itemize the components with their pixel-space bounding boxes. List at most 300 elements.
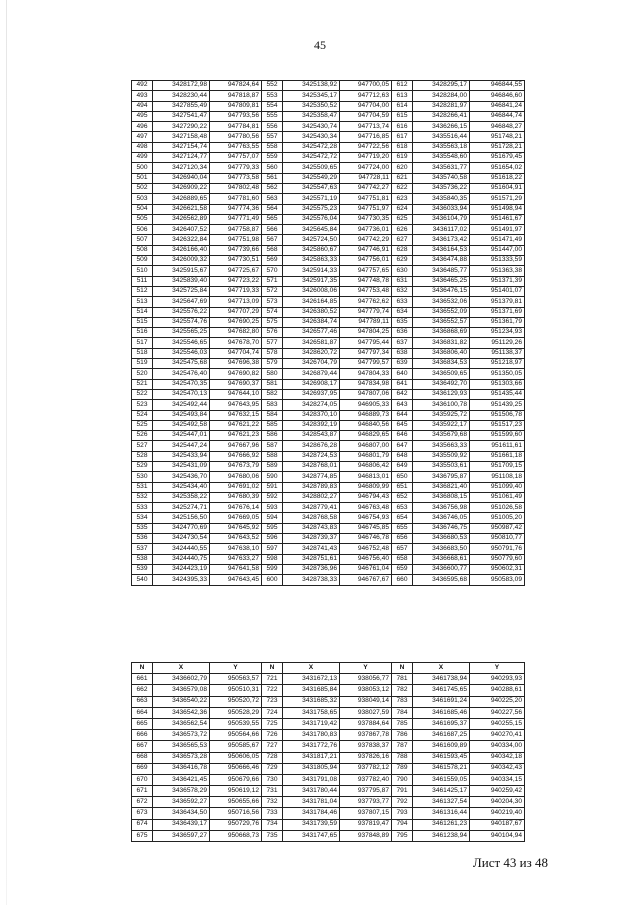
point-number-cell: 792 bbox=[392, 797, 413, 808]
table-row bbox=[132, 685, 525, 696]
y-coordinate-cell: 950729,76 bbox=[210, 819, 262, 830]
x-coordinate-cell: 3436532,06 bbox=[413, 297, 470, 307]
x-coordinate-cell: 3427541,47 bbox=[153, 111, 210, 121]
table-row bbox=[132, 328, 525, 338]
column-header: N bbox=[132, 663, 153, 674]
x-coordinate-cell: 3431739,59 bbox=[283, 819, 340, 830]
point-number-cell: 728 bbox=[262, 752, 283, 763]
point-number-cell: 505 bbox=[132, 214, 153, 224]
x-coordinate-cell: 3428751,61 bbox=[283, 554, 340, 564]
table-row bbox=[132, 774, 525, 785]
table-row bbox=[132, 348, 525, 358]
table-row bbox=[132, 379, 525, 389]
y-coordinate-cell: 947748,78 bbox=[340, 276, 392, 286]
column-header: Y bbox=[210, 663, 262, 674]
point-number-cell: 538 bbox=[132, 554, 153, 564]
x-coordinate-cell: 3436592,27 bbox=[153, 797, 210, 808]
point-number-cell: 626 bbox=[392, 225, 413, 235]
point-number-cell: 624 bbox=[392, 204, 413, 214]
y-coordinate-cell: 950619,12 bbox=[210, 786, 262, 797]
y-coordinate-cell: 937819,47 bbox=[340, 819, 392, 830]
y-coordinate-cell: 951363,38 bbox=[470, 266, 525, 276]
y-coordinate-cell: 947713,09 bbox=[210, 297, 262, 307]
point-number-cell: 653 bbox=[392, 503, 413, 513]
point-number-cell: 500 bbox=[132, 163, 153, 173]
point-number-cell: 627 bbox=[392, 235, 413, 245]
table-row bbox=[132, 183, 525, 193]
point-number-cell: 503 bbox=[132, 194, 153, 204]
y-coordinate-cell: 947757,65 bbox=[340, 266, 392, 276]
y-coordinate-cell: 947793,56 bbox=[210, 111, 262, 121]
point-number-cell: 579 bbox=[262, 359, 283, 369]
x-coordinate-cell: 3425576,22 bbox=[153, 307, 210, 317]
table-row bbox=[132, 718, 525, 729]
y-coordinate-cell: 947723,22 bbox=[210, 276, 262, 286]
point-number-cell: 525 bbox=[132, 420, 153, 430]
y-coordinate-cell: 947756,01 bbox=[340, 256, 392, 266]
y-coordinate-cell: 947784,81 bbox=[210, 122, 262, 132]
x-coordinate-cell: 3428768,58 bbox=[283, 513, 340, 523]
x-coordinate-cell: 3426407,52 bbox=[153, 225, 210, 235]
y-coordinate-cell: 947690,37 bbox=[210, 379, 262, 389]
x-coordinate-cell: 3461738,94 bbox=[413, 674, 470, 685]
x-coordinate-cell: 3428774,85 bbox=[283, 472, 340, 482]
table-row bbox=[132, 797, 525, 808]
point-number-cell: 532 bbox=[132, 492, 153, 502]
y-coordinate-cell: 947680,39 bbox=[210, 492, 262, 502]
x-coordinate-cell: 3431817,21 bbox=[283, 752, 340, 763]
y-coordinate-cell: 947643,52 bbox=[210, 534, 262, 544]
table-row bbox=[132, 752, 525, 763]
point-number-cell: 724 bbox=[262, 707, 283, 718]
y-coordinate-cell: 946767,67 bbox=[340, 575, 392, 585]
table-row bbox=[132, 461, 525, 471]
y-coordinate-cell: 947704,59 bbox=[340, 111, 392, 121]
table-row bbox=[132, 441, 525, 451]
x-coordinate-cell: 3436476,15 bbox=[413, 286, 470, 296]
y-coordinate-cell: 950606,05 bbox=[210, 752, 262, 763]
y-coordinate-cell: 951108,18 bbox=[470, 472, 525, 482]
point-number-cell: 612 bbox=[392, 81, 413, 91]
point-number-cell: 645 bbox=[392, 420, 413, 430]
point-number-cell: 613 bbox=[392, 91, 413, 101]
y-coordinate-cell: 947807,06 bbox=[340, 389, 392, 399]
x-coordinate-cell: 3425350,52 bbox=[283, 101, 340, 111]
point-number-cell: 522 bbox=[132, 389, 153, 399]
x-coordinate-cell: 3428370,10 bbox=[283, 410, 340, 420]
x-coordinate-cell: 3425839,40 bbox=[153, 276, 210, 286]
table-row bbox=[132, 276, 525, 286]
point-number-cell: 501 bbox=[132, 173, 153, 183]
x-coordinate-cell: 3428724,53 bbox=[283, 451, 340, 461]
x-coordinate-cell: 3461745,65 bbox=[413, 685, 470, 696]
x-coordinate-cell: 3425509,65 bbox=[283, 163, 340, 173]
point-number-cell: 594 bbox=[262, 513, 283, 523]
y-coordinate-cell: 947751,81 bbox=[340, 194, 392, 204]
y-coordinate-cell: 940187,67 bbox=[470, 819, 525, 830]
table-row bbox=[132, 819, 525, 830]
x-coordinate-cell: 3425917,35 bbox=[283, 276, 340, 286]
x-coordinate-cell: 3428743,83 bbox=[283, 523, 340, 533]
point-number-cell: 652 bbox=[392, 492, 413, 502]
x-coordinate-cell: 3436104,79 bbox=[413, 214, 470, 224]
point-number-cell: 509 bbox=[132, 256, 153, 266]
y-coordinate-cell: 950602,31 bbox=[470, 564, 525, 574]
table-row bbox=[132, 111, 525, 121]
y-coordinate-cell: 951661,18 bbox=[470, 451, 525, 461]
point-number-cell: 732 bbox=[262, 797, 283, 808]
y-coordinate-cell: 940204,30 bbox=[470, 797, 525, 808]
y-coordinate-cell: 951379,81 bbox=[470, 297, 525, 307]
point-number-cell: 565 bbox=[262, 214, 283, 224]
y-coordinate-cell: 947712,63 bbox=[340, 91, 392, 101]
point-number-cell: 562 bbox=[262, 183, 283, 193]
y-coordinate-cell: 940342,18 bbox=[470, 752, 525, 763]
point-number-cell: 587 bbox=[262, 441, 283, 451]
x-coordinate-cell: 3436173,42 bbox=[413, 235, 470, 245]
x-coordinate-cell: 3461687,25 bbox=[413, 730, 470, 741]
point-number-cell: 554 bbox=[262, 101, 283, 111]
y-coordinate-cell: 940342,43 bbox=[470, 763, 525, 774]
x-coordinate-cell: 3435509,92 bbox=[413, 451, 470, 461]
point-number-cell: 569 bbox=[262, 256, 283, 266]
x-coordinate-cell: 3428779,41 bbox=[283, 503, 340, 513]
column-header: N bbox=[262, 663, 283, 674]
x-coordinate-cell: 3431758,65 bbox=[283, 707, 340, 718]
x-coordinate-cell: 3435736,22 bbox=[413, 183, 470, 193]
point-number-cell: 733 bbox=[262, 808, 283, 819]
point-number-cell: 658 bbox=[392, 554, 413, 564]
table-row bbox=[132, 730, 525, 741]
y-coordinate-cell: 951401,07 bbox=[470, 286, 525, 296]
point-number-cell: 557 bbox=[262, 132, 283, 142]
x-coordinate-cell: 3436597,27 bbox=[153, 830, 210, 841]
x-coordinate-cell: 3436831,82 bbox=[413, 338, 470, 348]
x-coordinate-cell: 3436565,53 bbox=[153, 741, 210, 752]
x-coordinate-cell: 3436552,09 bbox=[413, 307, 470, 317]
point-number-cell: 735 bbox=[262, 830, 283, 841]
y-coordinate-cell: 947725,67 bbox=[210, 266, 262, 276]
x-coordinate-cell: 3425345,17 bbox=[283, 91, 340, 101]
point-number-cell: 618 bbox=[392, 142, 413, 152]
point-number-cell: 574 bbox=[262, 307, 283, 317]
y-coordinate-cell: 946752,48 bbox=[340, 544, 392, 554]
point-number-cell: 791 bbox=[392, 786, 413, 797]
y-coordinate-cell: 947751,98 bbox=[210, 235, 262, 245]
y-coordinate-cell: 947641,58 bbox=[210, 564, 262, 574]
x-coordinate-cell: 3427124,77 bbox=[153, 153, 210, 163]
point-number-cell: 731 bbox=[262, 786, 283, 797]
point-number-cell: 784 bbox=[392, 707, 413, 718]
point-number-cell: 508 bbox=[132, 245, 153, 255]
x-coordinate-cell: 3435631,77 bbox=[413, 163, 470, 173]
point-number-cell: 725 bbox=[262, 718, 283, 729]
y-coordinate-cell: 940225,20 bbox=[470, 696, 525, 707]
y-coordinate-cell: 951138,37 bbox=[470, 348, 525, 358]
column-header: Y bbox=[470, 663, 525, 674]
table-row bbox=[132, 173, 525, 183]
y-coordinate-cell: 946844,55 bbox=[470, 81, 525, 91]
x-coordinate-cell: 3425475,68 bbox=[153, 359, 210, 369]
x-coordinate-cell: 3436485,77 bbox=[413, 266, 470, 276]
table-row bbox=[132, 674, 525, 685]
point-number-cell: 527 bbox=[132, 441, 153, 451]
point-number-cell: 573 bbox=[262, 297, 283, 307]
y-coordinate-cell: 947774,36 bbox=[210, 204, 262, 214]
point-number-cell: 628 bbox=[392, 245, 413, 255]
point-number-cell: 555 bbox=[262, 111, 283, 121]
y-coordinate-cell: 947690,82 bbox=[210, 369, 262, 379]
x-coordinate-cell: 3425546,65 bbox=[153, 338, 210, 348]
y-coordinate-cell: 947751,97 bbox=[340, 204, 392, 214]
y-coordinate-cell: 950668,73 bbox=[210, 830, 262, 841]
x-coordinate-cell: 3427158,48 bbox=[153, 132, 210, 142]
y-coordinate-cell: 947824,64 bbox=[210, 81, 262, 91]
y-coordinate-cell: 950539,55 bbox=[210, 718, 262, 729]
y-coordinate-cell: 947719,33 bbox=[210, 286, 262, 296]
point-number-cell: 564 bbox=[262, 204, 283, 214]
point-number-cell: 507 bbox=[132, 235, 153, 245]
point-number-cell: 535 bbox=[132, 523, 153, 533]
table-row bbox=[132, 431, 525, 441]
y-coordinate-cell: 940227,56 bbox=[470, 707, 525, 718]
x-coordinate-cell: 3431805,94 bbox=[283, 763, 340, 774]
x-coordinate-cell: 3428274,05 bbox=[283, 400, 340, 410]
x-coordinate-cell: 3436756,98 bbox=[413, 503, 470, 513]
x-coordinate-cell: 3425472,72 bbox=[283, 153, 340, 163]
y-coordinate-cell: 946745,85 bbox=[340, 523, 392, 533]
point-number-cell: 499 bbox=[132, 153, 153, 163]
y-coordinate-cell: 946756,40 bbox=[340, 554, 392, 564]
y-coordinate-cell: 950716,56 bbox=[210, 808, 262, 819]
point-number-cell: 517 bbox=[132, 338, 153, 348]
y-coordinate-cell: 937848,89 bbox=[340, 830, 392, 841]
point-number-cell: 657 bbox=[392, 544, 413, 554]
x-coordinate-cell: 3435503,61 bbox=[413, 461, 470, 471]
point-number-cell: 734 bbox=[262, 819, 283, 830]
x-coordinate-cell: 3426384,74 bbox=[283, 317, 340, 327]
x-coordinate-cell: 3424440,75 bbox=[153, 554, 210, 564]
point-number-cell: 577 bbox=[262, 338, 283, 348]
x-coordinate-cell: 3431784,46 bbox=[283, 808, 340, 819]
x-coordinate-cell: 3425433,94 bbox=[153, 451, 210, 461]
x-coordinate-cell: 3428741,43 bbox=[283, 544, 340, 554]
column-header: N bbox=[392, 663, 413, 674]
point-number-cell: 528 bbox=[132, 451, 153, 461]
x-coordinate-cell: 3426164,85 bbox=[283, 297, 340, 307]
x-coordinate-cell: 3426621,58 bbox=[153, 204, 210, 214]
x-coordinate-cell: 3461327,54 bbox=[413, 797, 470, 808]
point-number-cell: 531 bbox=[132, 482, 153, 492]
point-number-cell: 616 bbox=[392, 122, 413, 132]
y-coordinate-cell: 947704,74 bbox=[210, 348, 262, 358]
x-coordinate-cell: 3428739,37 bbox=[283, 534, 340, 544]
point-number-cell: 586 bbox=[262, 431, 283, 441]
point-number-cell: 619 bbox=[392, 153, 413, 163]
y-coordinate-cell: 946806,42 bbox=[340, 461, 392, 471]
table-row bbox=[132, 451, 525, 461]
point-number-cell: 786 bbox=[392, 730, 413, 741]
y-coordinate-cell: 940288,61 bbox=[470, 685, 525, 696]
x-coordinate-cell: 3436266,15 bbox=[413, 122, 470, 132]
x-coordinate-cell: 3425493,84 bbox=[153, 410, 210, 420]
y-coordinate-cell: 937795,87 bbox=[340, 786, 392, 797]
x-coordinate-cell: 3436600,77 bbox=[413, 564, 470, 574]
table-row bbox=[132, 132, 525, 142]
x-coordinate-cell: 3436434,50 bbox=[153, 808, 210, 819]
y-coordinate-cell: 947762,62 bbox=[340, 297, 392, 307]
y-coordinate-cell: 947728,11 bbox=[340, 173, 392, 183]
point-number-cell: 637 bbox=[392, 338, 413, 348]
point-number-cell: 729 bbox=[262, 763, 283, 774]
point-number-cell: 598 bbox=[262, 554, 283, 564]
point-number-cell: 675 bbox=[132, 830, 153, 841]
y-coordinate-cell: 950520,72 bbox=[210, 696, 262, 707]
table-row bbox=[132, 235, 525, 245]
y-coordinate-cell: 951491,97 bbox=[470, 225, 525, 235]
x-coordinate-cell: 3425492,44 bbox=[153, 400, 210, 410]
y-coordinate-cell: 947638,10 bbox=[210, 544, 262, 554]
y-coordinate-cell: 940259,42 bbox=[470, 786, 525, 797]
y-coordinate-cell: 947621,23 bbox=[210, 431, 262, 441]
y-coordinate-cell: 951005,20 bbox=[470, 513, 525, 523]
x-coordinate-cell: 3425645,84 bbox=[283, 225, 340, 235]
y-coordinate-cell: 946813,01 bbox=[340, 472, 392, 482]
point-number-cell: 572 bbox=[262, 286, 283, 296]
table-row bbox=[132, 544, 525, 554]
x-coordinate-cell: 3436808,15 bbox=[413, 492, 470, 502]
x-coordinate-cell: 3436578,29 bbox=[153, 786, 210, 797]
point-number-cell: 533 bbox=[132, 503, 153, 513]
x-coordinate-cell: 3428768,01 bbox=[283, 461, 340, 471]
column-header: X bbox=[413, 663, 470, 674]
x-coordinate-cell: 3425436,70 bbox=[153, 472, 210, 482]
table-header-row bbox=[132, 663, 525, 674]
point-number-cell: 790 bbox=[392, 774, 413, 785]
table-row bbox=[132, 214, 525, 224]
y-coordinate-cell: 947713,74 bbox=[340, 122, 392, 132]
point-number-cell: 559 bbox=[262, 153, 283, 163]
y-coordinate-cell: 938056,77 bbox=[340, 674, 392, 685]
point-number-cell: 668 bbox=[132, 752, 153, 763]
point-number-cell: 632 bbox=[392, 286, 413, 296]
x-coordinate-cell: 3461691,24 bbox=[413, 696, 470, 707]
y-coordinate-cell: 951439,25 bbox=[470, 400, 525, 410]
x-coordinate-cell: 3461695,37 bbox=[413, 718, 470, 729]
x-coordinate-cell: 3435922,17 bbox=[413, 420, 470, 430]
point-number-cell: 582 bbox=[262, 389, 283, 399]
column-header: Y bbox=[340, 663, 392, 674]
y-coordinate-cell: 947758,87 bbox=[210, 225, 262, 235]
x-coordinate-cell: 3425472,28 bbox=[283, 142, 340, 152]
x-coordinate-cell: 3425476,40 bbox=[153, 369, 210, 379]
x-coordinate-cell: 3425430,74 bbox=[283, 122, 340, 132]
x-coordinate-cell: 3426577,46 bbox=[283, 328, 340, 338]
table-row bbox=[132, 81, 525, 91]
y-coordinate-cell: 947621,22 bbox=[210, 420, 262, 430]
y-coordinate-cell: 950779,60 bbox=[470, 554, 525, 564]
y-coordinate-cell: 947795,44 bbox=[340, 338, 392, 348]
x-coordinate-cell: 3428802,27 bbox=[283, 492, 340, 502]
point-number-cell: 665 bbox=[132, 718, 153, 729]
table-row bbox=[132, 256, 525, 266]
point-number-cell: 669 bbox=[132, 763, 153, 774]
x-coordinate-cell: 3436795,87 bbox=[413, 472, 470, 482]
point-number-cell: 630 bbox=[392, 266, 413, 276]
point-number-cell: 583 bbox=[262, 400, 283, 410]
table-row bbox=[132, 420, 525, 430]
y-coordinate-cell: 938053,12 bbox=[340, 685, 392, 696]
table-row bbox=[132, 194, 525, 204]
point-number-cell: 497 bbox=[132, 132, 153, 142]
point-number-cell: 495 bbox=[132, 111, 153, 121]
point-number-cell: 650 bbox=[392, 472, 413, 482]
table-row bbox=[132, 534, 525, 544]
table-row bbox=[132, 163, 525, 173]
point-number-cell: 510 bbox=[132, 266, 153, 276]
table-row bbox=[132, 830, 525, 841]
x-coordinate-cell: 3428543,87 bbox=[283, 431, 340, 441]
x-coordinate-cell: 3431672,13 bbox=[283, 674, 340, 685]
y-coordinate-cell: 946809,99 bbox=[340, 482, 392, 492]
x-coordinate-cell: 3425470,35 bbox=[153, 379, 210, 389]
y-coordinate-cell: 950583,09 bbox=[470, 575, 525, 585]
point-number-cell: 635 bbox=[392, 317, 413, 327]
x-coordinate-cell: 3431685,84 bbox=[283, 685, 340, 696]
y-coordinate-cell: 947716,85 bbox=[340, 132, 392, 142]
point-number-cell: 502 bbox=[132, 183, 153, 193]
y-coordinate-cell: 946746,78 bbox=[340, 534, 392, 544]
x-coordinate-cell: 3436129,93 bbox=[413, 389, 470, 399]
y-coordinate-cell: 947633,27 bbox=[210, 554, 262, 564]
y-coordinate-cell: 951461,67 bbox=[470, 214, 525, 224]
y-coordinate-cell: 946801,79 bbox=[340, 451, 392, 461]
x-coordinate-cell: 3425274,71 bbox=[153, 503, 210, 513]
x-coordinate-cell: 3428392,19 bbox=[283, 420, 340, 430]
y-coordinate-cell: 950655,66 bbox=[210, 797, 262, 808]
x-coordinate-cell: 3425565,25 bbox=[153, 328, 210, 338]
x-coordinate-cell: 3435925,72 bbox=[413, 410, 470, 420]
point-number-cell: 496 bbox=[132, 122, 153, 132]
y-coordinate-cell: 937793,77 bbox=[340, 797, 392, 808]
y-coordinate-cell: 947736,01 bbox=[340, 225, 392, 235]
x-coordinate-cell: 3461425,17 bbox=[413, 786, 470, 797]
y-coordinate-cell: 951350,05 bbox=[470, 369, 525, 379]
y-coordinate-cell: 947789,11 bbox=[340, 317, 392, 327]
point-number-cell: 787 bbox=[392, 741, 413, 752]
table-row bbox=[132, 707, 525, 718]
x-coordinate-cell: 3425860,67 bbox=[283, 245, 340, 255]
point-number-cell: 674 bbox=[132, 819, 153, 830]
table-row bbox=[132, 808, 525, 819]
table-row bbox=[132, 359, 525, 369]
point-number-cell: 671 bbox=[132, 786, 153, 797]
y-coordinate-cell: 951679,45 bbox=[470, 153, 525, 163]
x-coordinate-cell: 3425647,69 bbox=[153, 297, 210, 307]
y-coordinate-cell: 951506,78 bbox=[470, 410, 525, 420]
point-number-cell: 639 bbox=[392, 359, 413, 369]
point-number-cell: 666 bbox=[132, 730, 153, 741]
x-coordinate-cell: 3436668,61 bbox=[413, 554, 470, 564]
x-coordinate-cell: 3461685,46 bbox=[413, 707, 470, 718]
y-coordinate-cell: 950564,66 bbox=[210, 730, 262, 741]
y-coordinate-cell: 947757,07 bbox=[210, 153, 262, 163]
x-coordinate-cell: 3428266,41 bbox=[413, 111, 470, 121]
x-coordinate-cell: 3425156,50 bbox=[153, 513, 210, 523]
point-number-cell: 584 bbox=[262, 410, 283, 420]
coordinates-table-1 bbox=[131, 80, 525, 586]
y-coordinate-cell: 947643,45 bbox=[210, 575, 262, 585]
